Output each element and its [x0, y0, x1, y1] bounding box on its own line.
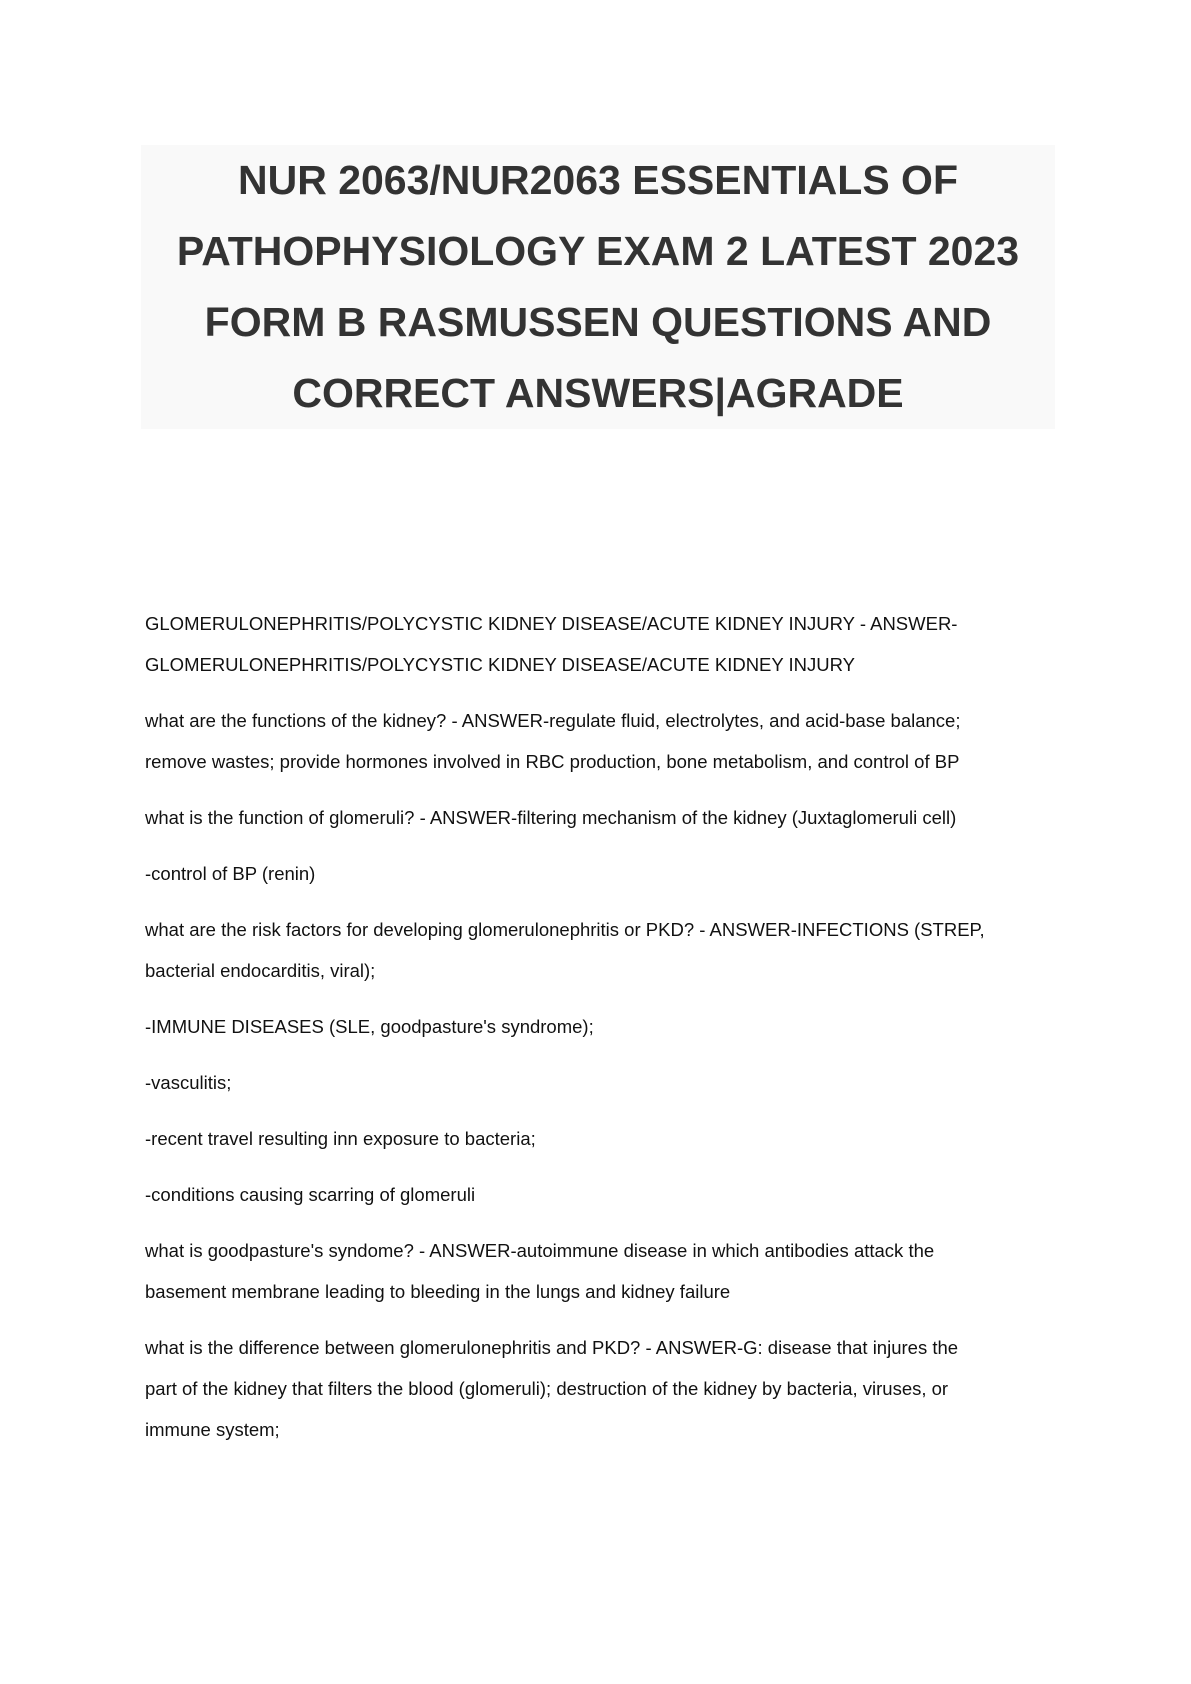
qa-goodpastures-syndrome [145, 1230, 1055, 1312]
answer-continuation [145, 1118, 1055, 1159]
qa-kidney-functions [145, 700, 1055, 782]
text-line: -vasculitis; [145, 1072, 232, 1093]
qa-glomeruli-function [145, 797, 1055, 838]
text-line: GLOMERULONEPHRITIS/POLYCYSTIC KIDNEY DISEASE/ACUTE KIDNEY INJURY - ANSWER- [145, 613, 958, 634]
text-line: -recent travel resulting inn exposure to bacteria; [145, 1128, 536, 1149]
text-line: part of the kidney that filters the blood (glomeruli); destruction of the kidney by bacteria, viruses, or [145, 1378, 949, 1399]
answer-continuation [145, 853, 1055, 894]
text-line: -control of BP (renin) [145, 863, 316, 884]
text-line: basement membrane leading to bleeding in the lungs and kidney failure [145, 1281, 731, 1302]
answer-continuation [145, 1062, 1055, 1103]
text-line: what are the risk factors for developing glomerulonephritis or PKD? - ANSWER-INFECTIONS (STREP, [145, 919, 985, 940]
answer-continuation [145, 1006, 1055, 1047]
document-title-line-2: PATHOPHYSIOLOGY EXAM 2 LATEST 2023 [176, 228, 1020, 274]
text-line: what is the difference between glomerulonephritis and PKD? - ANSWER-G: disease that injures the [145, 1337, 959, 1358]
text-line: what is goodpasture's syndome? - ANSWER-autoimmune disease in which antibodies attack the [145, 1240, 935, 1261]
document-title-banner [141, 145, 1055, 429]
document-title-line-4: CORRECT ANSWERS|AGRADE [292, 370, 904, 416]
document-body [145, 603, 1055, 1465]
text-line: bacterial endocarditis, viral); [145, 960, 376, 981]
text-line: -IMMUNE DISEASES (SLE, goodpasture's syndrome); [145, 1016, 594, 1037]
qa-glomerulonephritis-vs-pkd [145, 1327, 1055, 1450]
document-title-line-3: FORM B RASMUSSEN QUESTIONS AND [204, 299, 992, 345]
text-line: what is the function of glomeruli? - ANSWER-filtering mechanism of the kidney (Juxtaglomeruli cell) [145, 807, 957, 828]
text-line: GLOMERULONEPHRITIS/POLYCYSTIC KIDNEY DISEASE/ACUTE KIDNEY INJURY [145, 654, 856, 675]
document-title-line-1: NUR 2063/NUR2063 ESSENTIALS OF [237, 157, 958, 203]
text-line: what are the functions of the kidney? - ANSWER-regulate fluid, electrolytes, and acid-base balance; [145, 710, 961, 731]
answer-continuation [145, 1174, 1055, 1215]
text-line: remove wastes; provide hormones involved in RBC production, bone metabolism, and control of BP [145, 751, 960, 772]
section-heading-kidney-diseases [145, 603, 1055, 685]
text-line: -conditions causing scarring of glomeruli [145, 1184, 476, 1205]
qa-risk-factors [145, 909, 1055, 991]
text-line: immune system; [145, 1419, 280, 1440]
